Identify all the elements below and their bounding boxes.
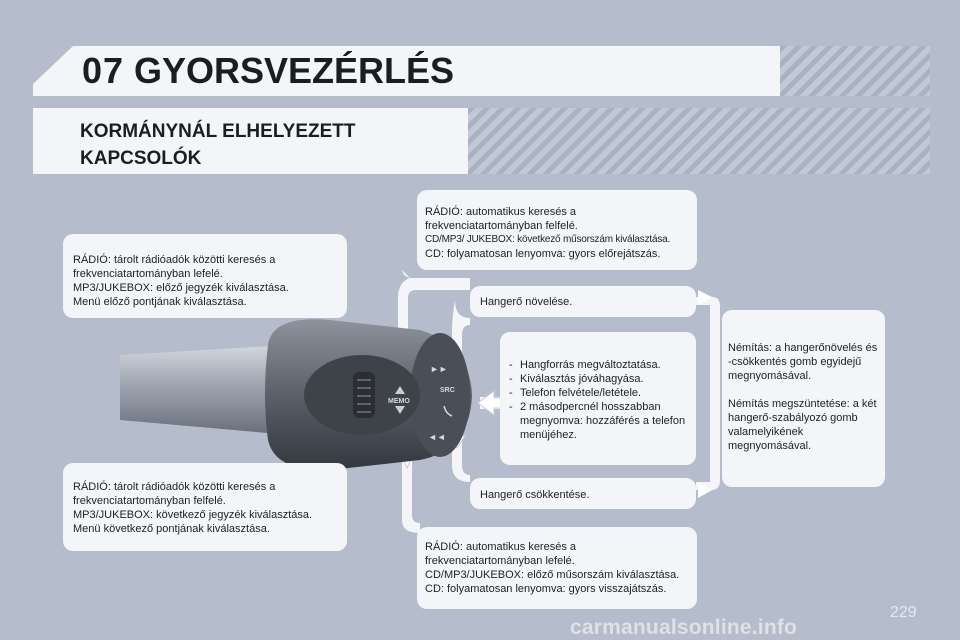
callout-bottom-right-line: RÁDIÓ: automatikus keresés a [425, 541, 577, 553]
callout-bottom-left [63, 463, 347, 551]
callout-bottom-left-line: Menü következő pontjának kiválasztása. [73, 523, 270, 535]
memo-label: MEMO [388, 398, 410, 405]
mute-paragraph-1: Némítás: a hangerőnövelés és -csökkentés gomb egyidejű megnyomásával. [728, 342, 878, 382]
callout-top-right-line: CD: folyamatosan lenyomva: gyors előrejátszás. [425, 248, 661, 260]
center-list-item: - 2 másodpercnél hosszabban megnyomva: hozzáférés a telefon menüjéhez. [508, 400, 688, 442]
callout-bottom-left-line: MP3/JUKEBOX: következő jegyzék kiválasztása. [73, 509, 313, 521]
callout-bottom-right-line: frekvenciatartományban lefelé. [425, 555, 575, 567]
callout-mute [722, 310, 885, 487]
chapter-number: 07 [82, 50, 125, 91]
section-title-line2: KAPCSOLÓK [80, 148, 202, 169]
connector-bottom-right [402, 455, 420, 533]
callout-bottom-right-line: CD/MP3/JUKEBOX: előző műsorszám kiválasztása. [425, 569, 680, 581]
callout-top-right-line: RÁDIÓ: automatikus keresés a [425, 206, 577, 218]
callout-top-left-line: Menü előző pontjának kiválasztása. [73, 296, 247, 308]
callout-center [500, 332, 696, 465]
callout-bottom-left-line: RÁDIÓ: tárolt rádióadók közötti keresés a [73, 481, 276, 493]
callout-top-right-line: frekvenciatartományban felfelé. [425, 220, 578, 232]
center-list-item: - Kiválasztás jóváhagyása. [508, 372, 688, 386]
callout-volume-down [470, 478, 696, 509]
center-list-item: - Telefon felvétele/letétele. [508, 386, 688, 400]
arrow-left-icon [478, 391, 502, 415]
callout-top-left-line: MP3/JUKEBOX: előző jegyzék kiválasztása. [73, 282, 289, 294]
center-bullet-list [508, 358, 688, 442]
section-title-line1: KORMÁNYNÁL ELHELYEZETT [80, 121, 356, 142]
callout-top-left-line: RÁDIÓ: tárolt rádióadók közötti keresés a [73, 254, 276, 266]
watermark: carmanualsonline.info [570, 616, 798, 639]
volume-up-text: Hangerő növelése. [480, 296, 573, 308]
page-number: 229 [890, 604, 917, 621]
callout-top-left-line: frekvenciatartományban lefelé. [73, 268, 223, 280]
callout-top-left [63, 234, 347, 318]
mute-paragraph-2: Némítás megszüntetése: a két hangerő-szabályozó gomb valamelyikének megnyomásával. [728, 398, 877, 452]
volume-down-text: Hangerő csökkentése. [480, 489, 590, 501]
callout-bottom-right-line: CD: folyamatosan lenyomva: gyors visszajátszás. [425, 583, 667, 595]
callout-volume-up [470, 286, 696, 317]
chapter-title: GYORSVEZÉRLÉS [134, 50, 455, 91]
next-track-icon: ►► [430, 364, 448, 374]
callout-top-right [417, 190, 697, 270]
prev-track-icon: ◄◄ [428, 432, 446, 442]
callout-bottom-left-line: frekvenciatartományban felfelé. [73, 495, 226, 507]
src-label: SRC [440, 387, 455, 394]
callout-top-right-line: CD/MP3/ JUKEBOX: következő műsorszám kiválasztása. [425, 234, 671, 245]
center-list-item: - Hangforrás megváltoztatása. [508, 358, 688, 372]
connector-mute [696, 297, 720, 490]
callout-bottom-right [417, 527, 697, 609]
